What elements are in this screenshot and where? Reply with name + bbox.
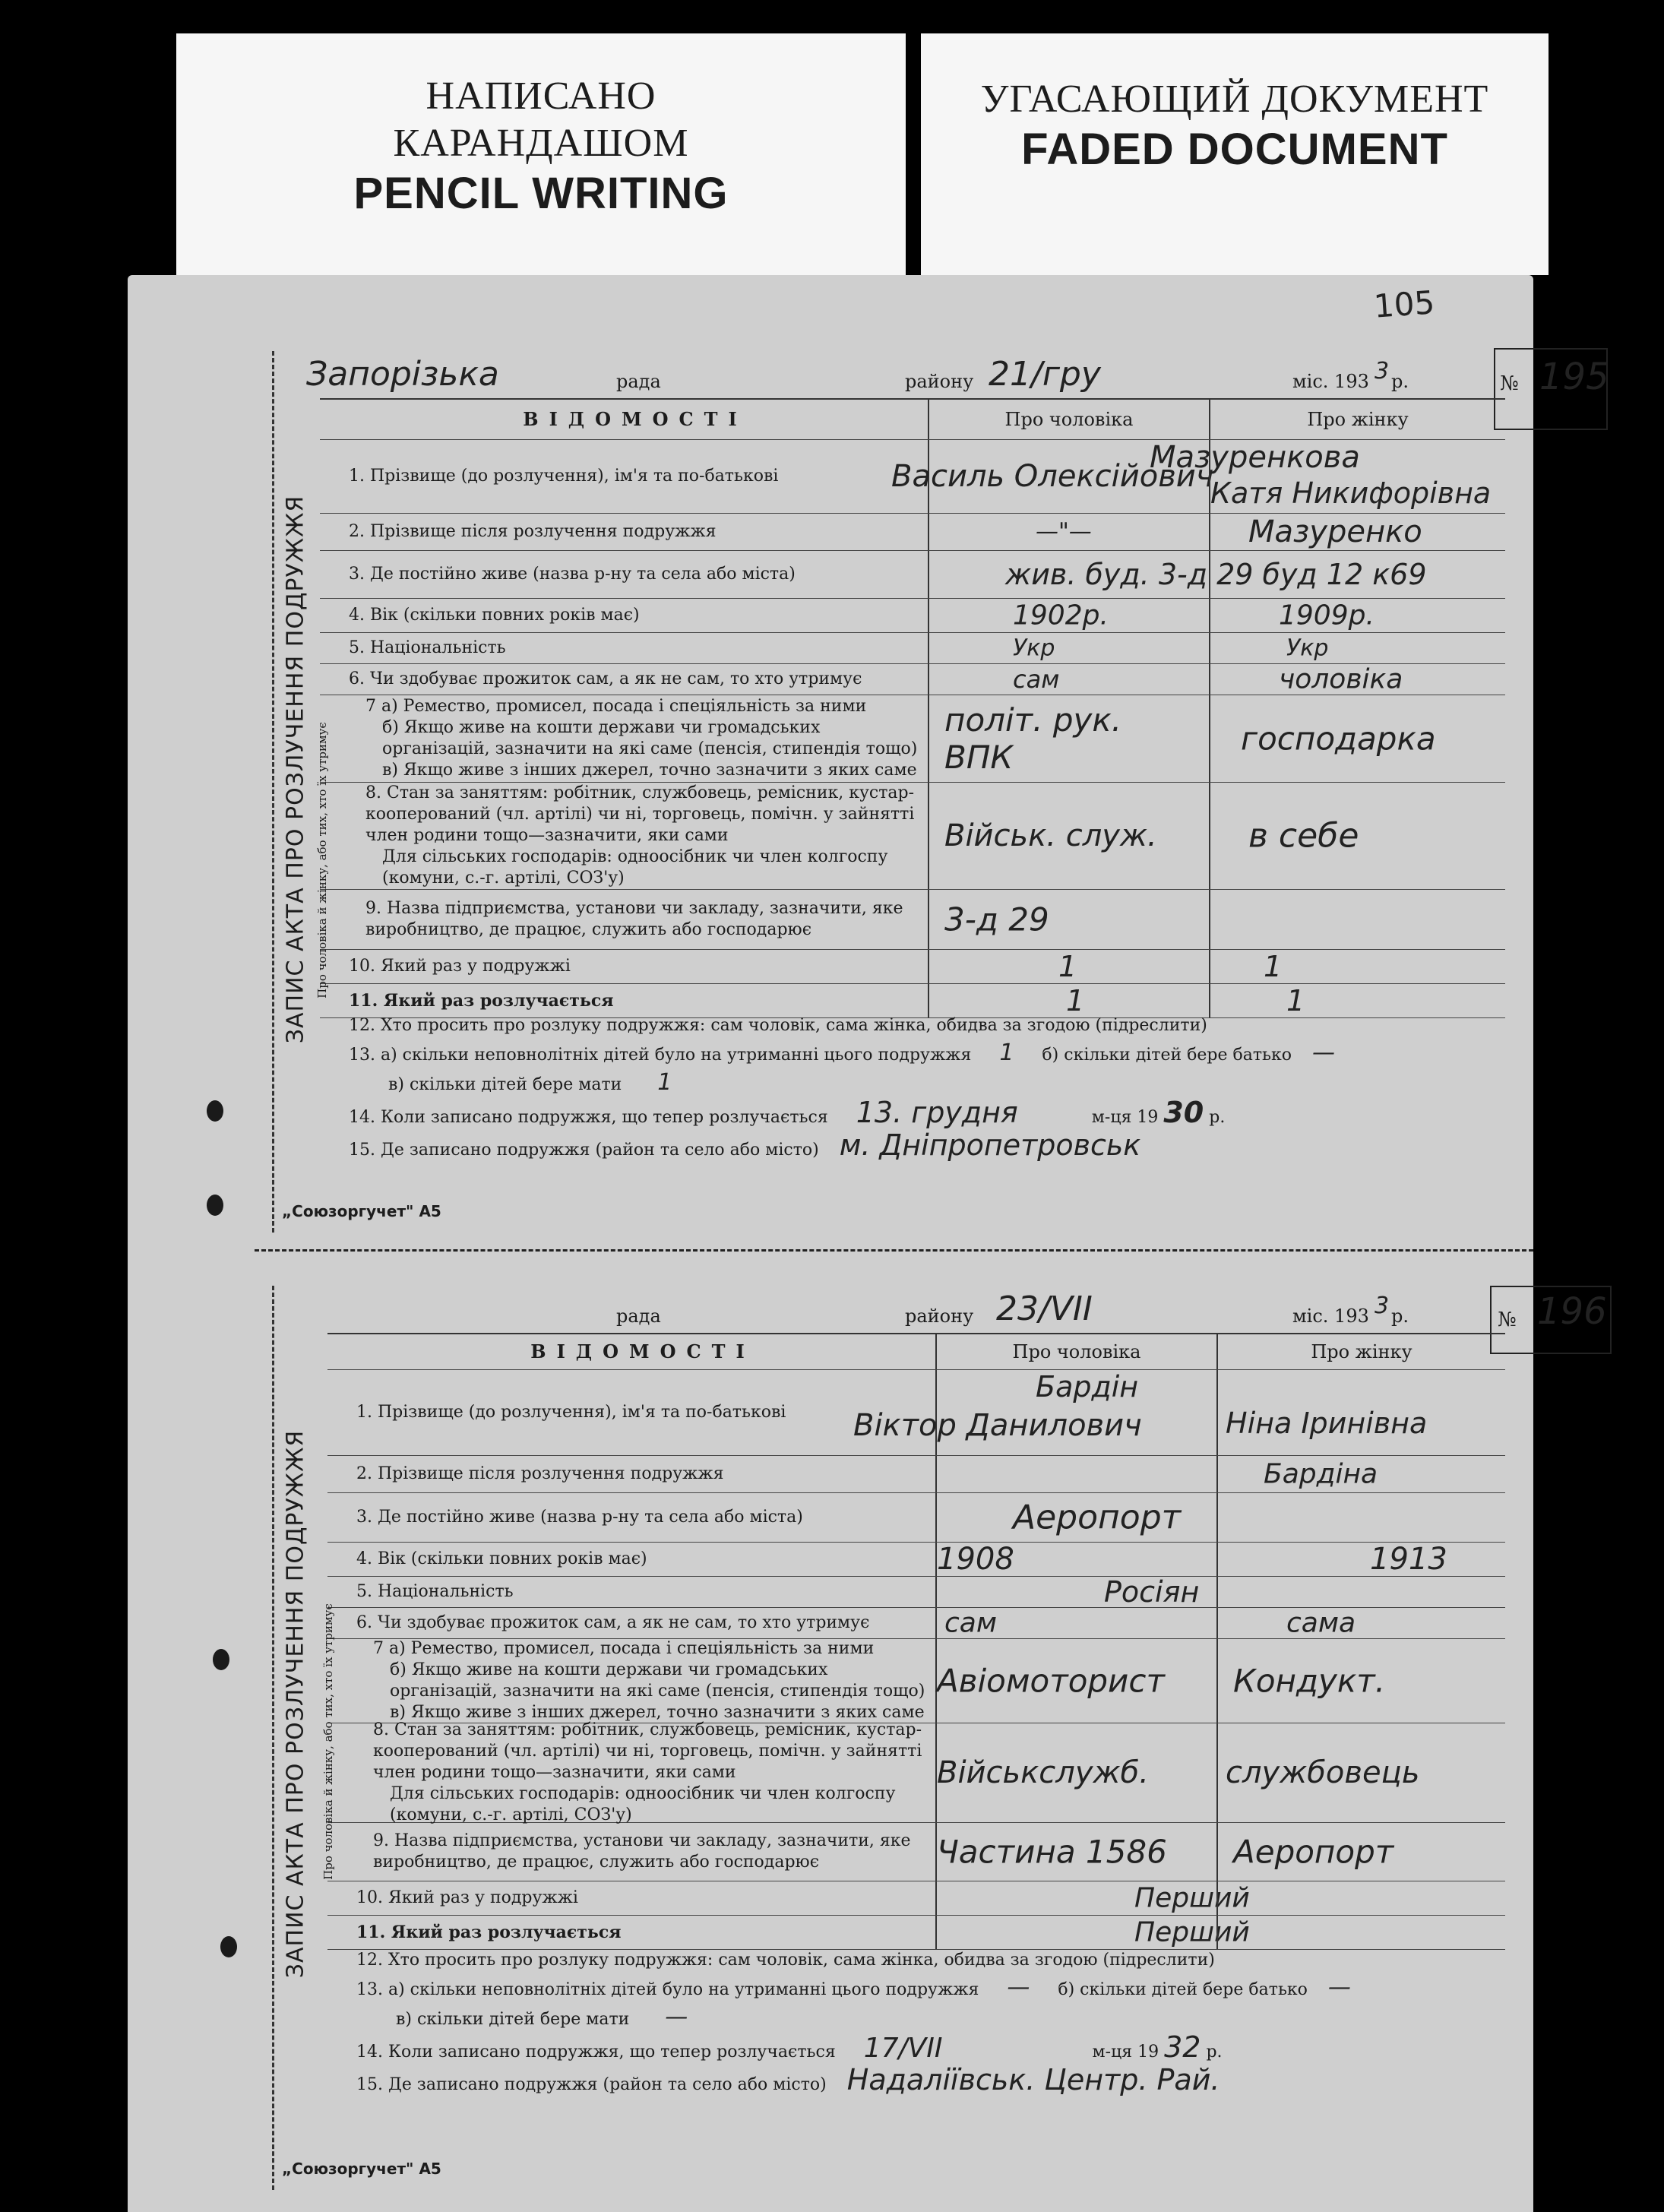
wife-surname-after: Бардіна [1264,1458,1378,1490]
raion-handwritten: 23/VII [996,1290,1093,1328]
record-number-box [1494,348,1608,430]
husband-trade: політ. рук. ВПК [944,701,1122,776]
wife-workplace: Аеропорт [1233,1833,1394,1871]
faded-label-en: FADED DOCUMENT [1021,125,1448,174]
marriage-date: 17/VII [863,2033,943,2064]
table-row: 3. Де постійно живе (назва р-ну та села або міста) жив. буд. 3-д 29 буд 12 к69 [320,551,1505,599]
table-row: 1. Прізвище (до розлучення), ім'я та по-батькові Бардін Віктор Данилович Ніна Іринівна [327,1370,1505,1456]
marriage-year: 30 [1163,1096,1204,1129]
marriage-date: 13. грудня [856,1096,1018,1129]
record-footer-fields: 12. Хто просить про розлуку подружжя: сам чоловік, сама жінка, обидва за згодою (підреслити) 13. а) скільки неповнолітніх дітей було на утриманні цього подружжя — б) скільки дітей бере батько — в) скільки дітей бере мати — 14. Коли записано подружжя, що тепер розлучається 17/VII м-ця 19 32 р. 15. Де записано подружжя (район та село або місто) Надаліївськ. Центр. Рай. [356,1951,1351,2096]
record-number-box [1490,1286,1612,1354]
table-row: 9. Назва підприємства, установи чи закладу, зазначити, яке виробництво, де працює, служить або господарює 3-д 29 [320,890,1505,950]
record-header [305,357,1505,395]
marriage-place: Надаліївськ. Центр. Рай. [846,2063,1220,2096]
record-number: 195 [1539,356,1609,398]
table-row: 2. Прізвище після розлучення подружжя Бардіна [327,1456,1505,1493]
table-row: 7 а) Ремество, промисел, посада і спеціяльність за ними б) Якщо живе на кошти держави чи громадських організацій, зазначити на які саме (пенсія, стипендія тощо) в) Якщо живе з інших джерел, точно зазначити з яких саме Авіомоторист Кондукт. [327,1639,1505,1723]
table-header: ВІДОМОСТІ Про чоловіка Про жінку [327,1334,1505,1370]
side-note: Про чоловіка й жінку, або тих, хто їх утримує [321,1603,335,1880]
table-row: 4. Вік (скільки повних років має) 1908 1913 [327,1543,1505,1577]
table-row: 5. Національність Росіян [327,1577,1505,1608]
r-label: р. [1391,1305,1409,1327]
wife-name: Ніна Іринівна [1226,1407,1428,1440]
col-wife: Про жінку [1209,400,1505,439]
table-row: 3. Де постійно живе (назва р-ну та села або міста) Аеропорт [327,1493,1505,1543]
husband-residence: жив. буд. 3-д 29 буд 12 к69 [1005,558,1427,591]
divorce-record-1 [272,351,1609,1233]
form-footer: „Союзоргучет" А5 [282,1202,441,1220]
col-vidomosti: ВІДОМОСТІ [523,408,748,430]
husband-trade: Авіомоторист [937,1662,1165,1700]
year-handwritten: 3 [1375,1293,1390,1319]
document-sheet [128,275,1609,2212]
wife-residence: Аеропорт [1013,1498,1182,1537]
wife-status: службовець [1226,1755,1420,1790]
table-row: 11. Який раз розлучається 1 1 [320,984,1505,1018]
pencil-label-en: PENCIL WRITING [353,169,729,218]
month-label: міс. 193 [1292,371,1369,392]
punch-hole [220,1936,237,1957]
wife-name: Катя Никифорівна [1210,476,1492,510]
table-row: 1. Прізвище (до розлучення), ім'я та по-батькові Василь Олексійович Мазуренкова Катя Никифорівна [320,440,1505,514]
col-husband: Про чоловіка [928,400,1209,439]
table-row: 6. Чи здобуває прожиток сам, а як не сам, то хто утримує сам чоловіка [320,664,1505,695]
table-header [320,400,1505,440]
table-row: 9. Назва підприємства, установи чи закладу, зазначити, яке виробництво, де працює, служить або господарює Частина 1586 Аеропорт [327,1823,1505,1881]
table-row: 6. Чи здобуває прожиток сам, а як не сам, то хто утримує сам сама [327,1608,1505,1639]
rada-label: рада [616,1305,661,1327]
table-row: 4. Вік (скільки повних років має) 1902р. 1909р. [320,599,1505,633]
table-row: 11. Який раз розлучається Перший [327,1916,1505,1950]
form-footer: „Союзоргучет" А5 [282,2160,441,2178]
table-row: 8. Стан за заняттям: робітник, службовець, ремісник, кустар-кооперований (чл. артілі) чи ні, торговець, помічн. у зайнятті член родини тощо—зазначити, яки сами Для сільських господарів: одноосібник чи член колгоспу (комуни, с.-г. артілі, СОЗ'у) Військ. служ. в себе [320,783,1505,890]
wife-age: 1913 [1370,1542,1447,1577]
vertical-title: ЗАПИС АКТА ПРО РОЗЛУЧЕННЯ ПОДРУЖЖЯ [282,495,309,1043]
marriage-year: 32 [1164,2030,1201,2064]
pencil-writing-label [176,33,906,275]
husband-status: Військслужб. [937,1755,1149,1790]
rada-handwritten: Запорізька [306,355,499,394]
r-label: р. [1391,371,1409,392]
husband-name: Віктор Данилович [853,1408,1142,1443]
faded-label-ru: УГАСАЮЩИЙ ДОКУМЕНТ [980,78,1489,121]
marriage-place: м. Дніпропетровськ [839,1128,1141,1162]
raion-label: району [905,1305,974,1327]
raion-handwritten: 21/гру [989,355,1101,394]
rada-label: рада [616,371,661,392]
wife-surname-after: Мазуренко [1248,514,1422,549]
husband-age: 1908 [937,1542,1014,1577]
vertical-title: ЗАПИС АКТА ПРО РОЗЛУЧЕННЯ ПОДРУЖЖЯ [282,1429,309,1978]
table-row: 10. Який раз у подружжі 1 1 [320,950,1505,984]
husband-surname: Бардін [1036,1370,1139,1403]
record-number: 196 [1537,1290,1607,1333]
record-table [327,1333,1505,1950]
record-header [305,1292,1505,1330]
record-table [320,398,1505,1018]
number-label: № [1500,372,1519,395]
table-row: 10. Який раз у подружжі Перший [327,1881,1505,1916]
raion-label: району [905,371,974,392]
sheet-number: 105 [1372,283,1436,325]
divorce-record-2 [272,1286,1607,2190]
wife-status: в себе [1248,816,1359,856]
husband-name: Василь Олексійович [891,459,1214,494]
punch-hole [207,1100,223,1122]
month-label: міс. 193 [1292,1305,1369,1327]
husband-age: 1902р. [1013,600,1109,631]
wife-trade: господарка [1241,720,1436,758]
wife-trade: Кондукт. [1233,1662,1386,1700]
table-row: 5. Національність Укр Укр [320,633,1505,664]
husband-status: Військ. служ. [944,818,1157,853]
wife-surname: Мазуренкова [1150,440,1360,475]
wife-age: 1909р. [1279,600,1375,631]
pencil-label-ru-1: НАПИСАНО [425,74,656,118]
husband-workplace: Частина 1586 [937,1833,1167,1871]
pencil-label-ru-2: КАРАНДАШОМ [393,122,689,165]
table-row: 7 а) Ремество, промисел, посада і спеціяльність за ними б) Якщо живе на кошти держави чи громадських організацій, зазначити на які саме (пенсія, стипендія тощо) в) Якщо живе з інших джерел, точно зазначити з яких саме політ. рук. ВПК господарка [320,695,1505,783]
side-note: Про чоловіка й жінку, або тих, хто їх утримує [315,722,329,998]
husband-nationality: Росіян [1104,1575,1200,1609]
cut-line [255,1249,1533,1252]
table-row: 2. Прізвище після розлучення подружжя —"— Мазуренко [320,514,1505,551]
year-handwritten: 3 [1375,358,1390,384]
punch-hole [213,1649,229,1670]
punch-hole [207,1195,223,1216]
record-footer-fields: 12. Хто просить про розлуку подружжя: сам чоловік, сама жінка, обидва за згодою (підреслити) 13. а) скільки неповнолітніх дітей було на утриманні цього подружжя 1 б) скільки дітей бере батько — в) скільки дітей бере мати 1 14. Коли записано подружжя, що тепер розлучається 13. грудня м-ця 19 30 р. 15. Де записано подружжя (район та село або місто) м. Дніпропетровськ [349,1016,1336,1162]
number-label: № [1498,1309,1517,1331]
table-row: 8. Стан за заняттям: робітник, службовець, ремісник, кустар-кооперований (чл. артілі) чи ні, торговець, помічн. у зайнятті член родини тощо—зазначити, яки сами Для сільських господарів: одноосібник чи член колгоспу (комуни, с.-г. артілі, СОЗ'у) Військслужб. службовець [327,1723,1505,1823]
husband-workplace: 3-д 29 [944,900,1049,938]
faded-document-label [921,33,1549,275]
